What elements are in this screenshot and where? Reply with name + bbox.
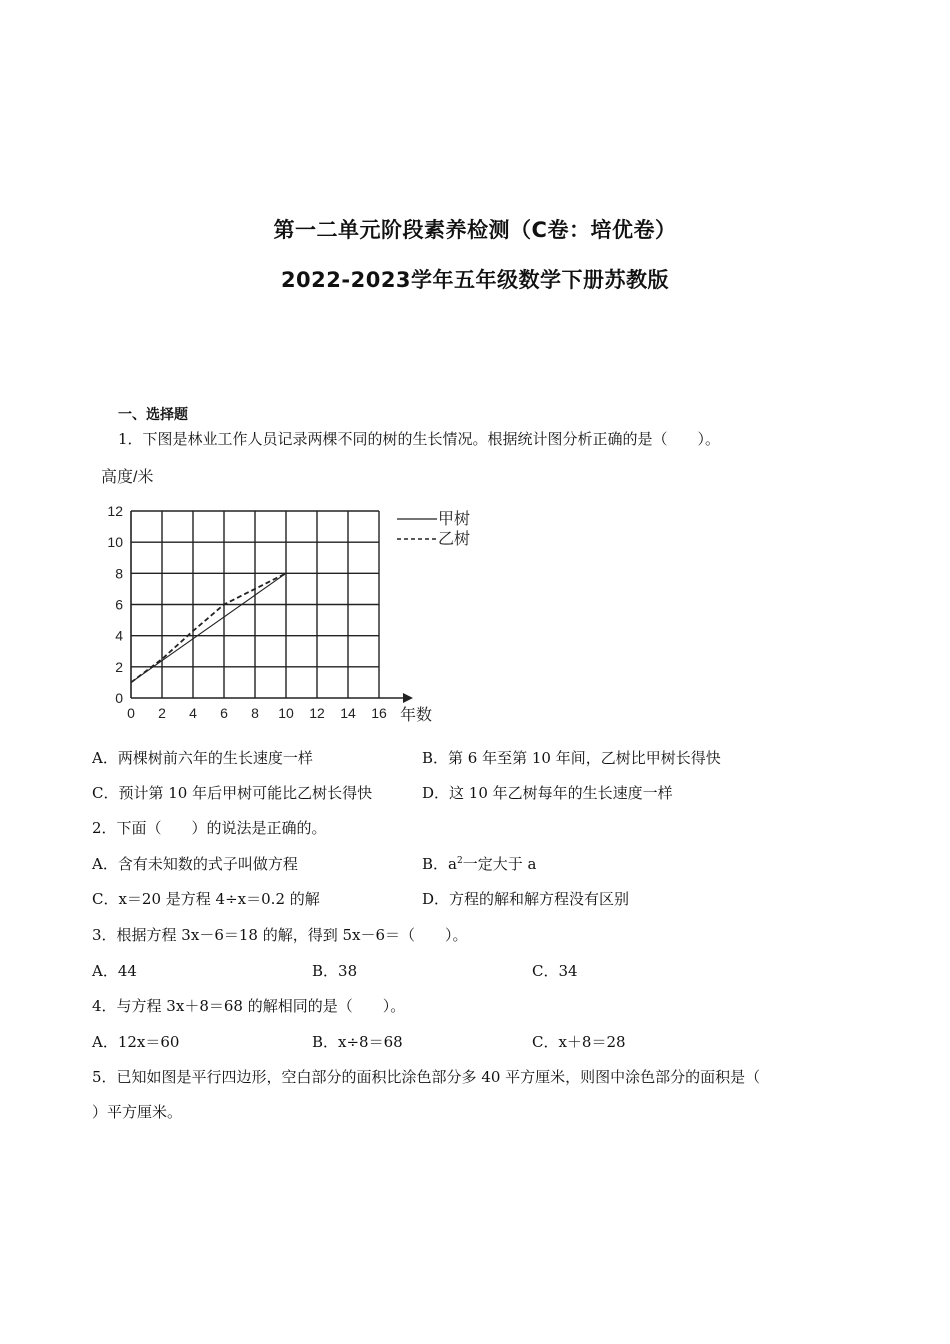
- q4-option-c[interactable]: C．x＋8＝28: [532, 1033, 626, 1051]
- q2-option-d[interactable]: D．方程的解和解方程没有区别: [422, 890, 630, 908]
- q2-option-b-exponent: 2: [456, 856, 463, 866]
- x-axis-arrow: [403, 693, 413, 703]
- growth-line-chart: [95, 464, 471, 726]
- q5-stem-line-1: 5．已知如图是平行四边形，空白部分的面积比涂色部分多 40 平方厘米，则图中涂色部分的面积是（: [92, 1068, 761, 1086]
- y-tick-label: 2: [115, 658, 123, 675]
- q2-stem: 2．下面（ ）的说法是正确的。: [92, 819, 327, 837]
- y-tick-label: 4: [115, 627, 123, 644]
- x-tick-label: 16: [371, 705, 387, 721]
- legend-label-jia: 甲树: [438, 511, 471, 528]
- q1-option-c[interactable]: C．预计第 10 年后甲树可能比乙树长得快: [92, 784, 373, 802]
- y-tick-label: 12: [107, 503, 123, 519]
- q2-option-b-prefix: B．a: [422, 855, 457, 873]
- q3-option-c[interactable]: C．34: [532, 962, 578, 980]
- x-tick-label: 6: [220, 705, 228, 721]
- x-axis-label: 年数: [400, 707, 433, 724]
- x-tick-label: 4: [189, 705, 197, 721]
- y-tick-label: 0: [115, 690, 123, 706]
- y-tick-label: 8: [115, 565, 123, 582]
- series-line-jia: [131, 573, 286, 682]
- q3-option-b[interactable]: B．38: [312, 962, 358, 980]
- y-axis-label: 高度/米: [101, 469, 154, 486]
- chart-series: [131, 573, 286, 682]
- legend: [397, 510, 470, 548]
- title-line-1: 第一二单元阶段素养检测（C卷：培优卷）: [273, 218, 677, 242]
- q1-option-b[interactable]: B．第 6 年至第 10 年间，乙树比甲树长得快: [422, 749, 721, 767]
- x-tick-label: 2: [158, 705, 166, 721]
- q3-option-a[interactable]: A．44: [92, 962, 137, 980]
- chart-axes: [131, 511, 413, 703]
- x-tick-label: 14: [340, 705, 356, 721]
- q1-option-d[interactable]: D．这 10 年乙树每年的生长速度一样: [422, 784, 673, 802]
- x-tick-label: 8: [251, 705, 259, 721]
- x-tick-labels: [127, 705, 387, 721]
- q3-stem: 3．根据方程 3x－6＝18 的解，得到 5x－6＝（ ）。: [92, 926, 468, 944]
- title-line-2: 2022-2023学年五年级数学下册苏教版: [280, 268, 670, 292]
- q4-stem: 4．与方程 3x＋8＝68 的解相同的是（ ）。: [92, 997, 406, 1015]
- q4-option-a[interactable]: A．12x＝60: [92, 1033, 180, 1051]
- q1-stem: 1．下图是林业工作人员记录两棵不同的树的生长情况。根据统计图分析正确的是（ ）。: [118, 430, 721, 448]
- q2-option-c[interactable]: C．x＝20 是方程 4÷x＝0.2 的解: [92, 890, 320, 908]
- x-tick-label: 10: [278, 705, 294, 721]
- q1-option-a[interactable]: A．两棵树前六年的生长速度一样: [92, 749, 313, 767]
- q2-option-b-suffix: 一定大于 a: [462, 855, 537, 873]
- x-tick-label: 12: [309, 705, 325, 721]
- q5-stem-line-2: ）平方厘米。: [92, 1103, 183, 1121]
- y-tick-label: 10: [107, 534, 123, 551]
- q2-option-b[interactable]: [422, 853, 536, 874]
- section-heading: 一、选择题: [118, 407, 188, 423]
- legend-label-yi: 乙树: [438, 531, 471, 548]
- y-tick-labels: [107, 503, 123, 706]
- chart-grid: [131, 511, 379, 698]
- q4-option-b[interactable]: B．x÷8＝68: [312, 1033, 403, 1051]
- x-tick-label: 0: [127, 705, 135, 721]
- q2-option-a[interactable]: A．含有未知数的式子叫做方程: [92, 855, 298, 873]
- y-tick-label: 6: [115, 596, 123, 613]
